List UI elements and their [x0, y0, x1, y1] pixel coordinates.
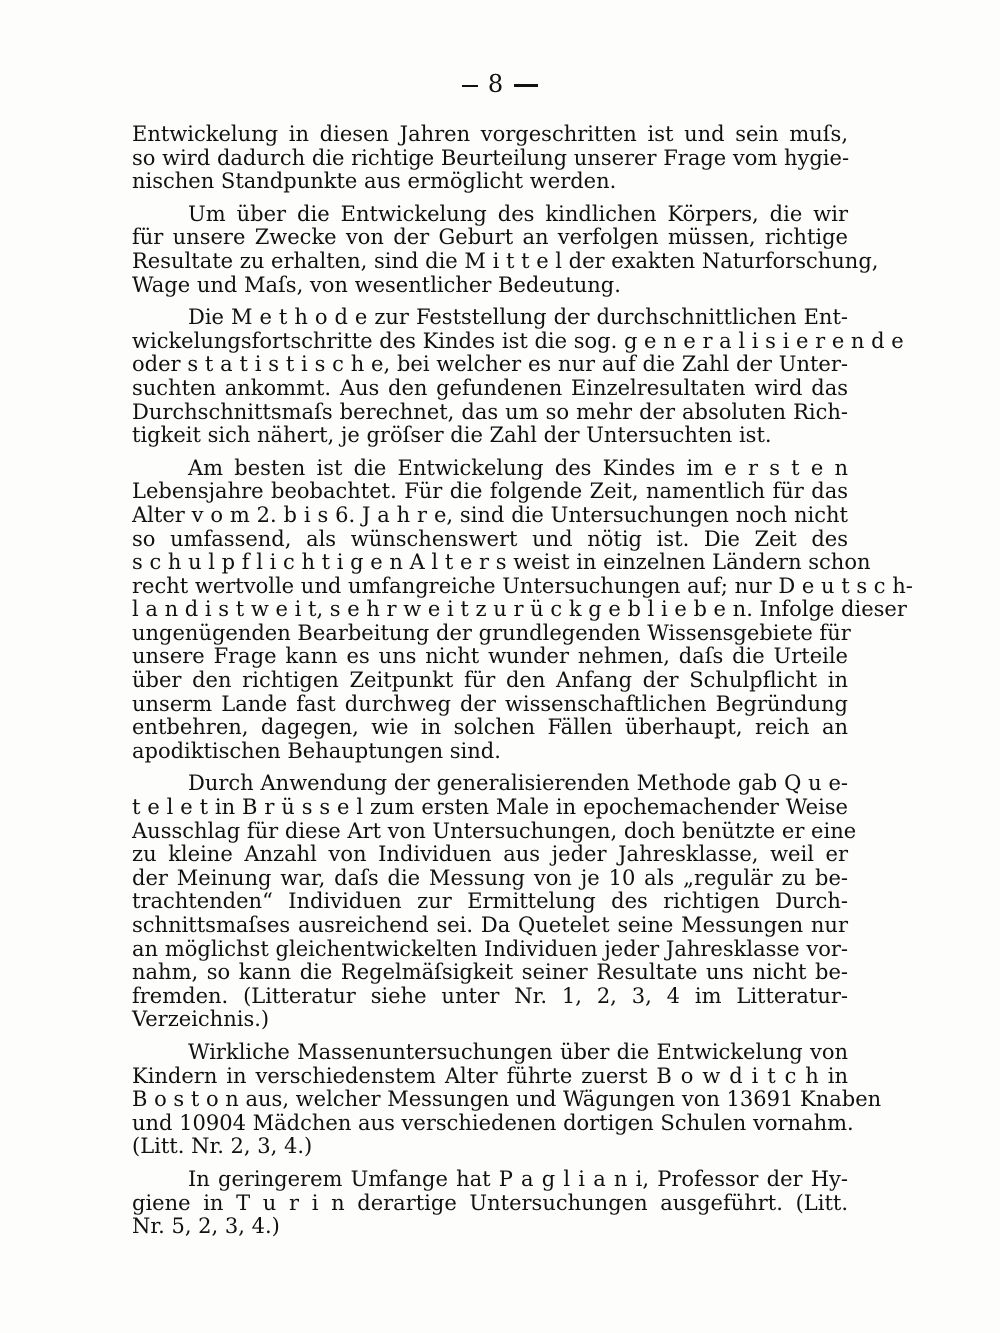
- paragraph: [132, 1168, 848, 1239]
- text-line: suchten ankommt. Aus den gefundenen Einzelresultaten wird das: [132, 375, 848, 400]
- text-line: Am besten ist die Entwickelung des Kindes im e r s t e n: [188, 455, 848, 480]
- paragraph: [132, 455, 913, 764]
- text-line: s c h u l p f l i c h t i g e n A l t e r s weist in einzelnen Ländern schon: [132, 550, 871, 575]
- text-line: giene in T u r i n derartige Untersuchungen ausgeführt. (Litt.: [132, 1190, 848, 1215]
- text-line: Alter v o m 2. b i s 6. J a h r e, sind die Untersuchungen noch nicht: [132, 502, 848, 527]
- header-dash-left: [462, 85, 478, 87]
- text-line: nahm, so kann die Regelmäſsigkeit seiner Resultate uns nicht be-: [132, 960, 848, 985]
- text-line: an möglichst gleichentwickelten Individuen jeder Jahresklasse vor-: [132, 936, 848, 961]
- text-line: Ausschlag für diese Art von Untersuchungen, doch benützte er eine: [132, 818, 857, 843]
- text-line: unserm Lande fast durchweg der wissenschaftlichen Begründung: [132, 691, 848, 716]
- text-line: Verzeichnis.): [132, 1007, 270, 1032]
- text-line: (Litt. Nr. 2, 3, 4.): [132, 1134, 313, 1159]
- text-line: über den richtigen Zeitpunkt für den Anfang der Schulpflicht in: [132, 668, 848, 693]
- paragraph: [132, 771, 857, 1032]
- text-line: ungenügenden Bearbeitung der grundlegenden Wissensgebiete für: [132, 620, 851, 645]
- text-line: In geringerem Umfange hat P a g l i a n i, Professor der Hy-: [188, 1166, 848, 1191]
- text-line: für unsere Zwecke von der Geburt an verfolgen müssen, richtige: [132, 225, 848, 250]
- header-dash-right: [514, 84, 538, 87]
- page-header: [0, 70, 1000, 98]
- text-line: Lebensjahre beobachtet. Für die folgende Zeit, namentlich für das: [132, 479, 848, 504]
- text-line: Wage und Maſs, von wesentlicher Bedeutung.: [132, 272, 621, 297]
- text-line: apodiktischen Behauptungen sind.: [132, 738, 501, 763]
- text-line: Die M e t h o d e zur Feststellung der durchschnittlichen Ent-: [188, 305, 848, 330]
- text-line: und 10904 Mädchen aus verschiedenen dortigen Schulen vornahm.: [132, 1110, 854, 1135]
- text-line: recht wertvolle und umfangreiche Untersuchungen auf; nur D e u t s c h-: [132, 573, 913, 598]
- text-line: Nr. 5, 2, 3, 4.): [132, 1214, 280, 1239]
- text-line: fremden. (Litteratur siehe unter Nr. 1, 2, 3, 4 im Litteratur-: [132, 983, 848, 1008]
- paragraph: [132, 305, 904, 448]
- text-line: Entwickelung in diesen Jahren vorgeschritten ist und sein muſs,: [132, 122, 848, 146]
- text-line: schnittsmaſses ausreichend sei. Da Quetelet seine Messungen nur: [132, 913, 848, 937]
- text-line: B o s t o n aus, welcher Messungen und Wägungen von 13691 Knaben: [132, 1087, 882, 1112]
- paragraph: [132, 123, 848, 194]
- paragraph: [132, 201, 879, 297]
- text-line: so umfassend, als wünschenswert und nötig ist. Die Zeit des: [132, 526, 848, 551]
- text-line: oder s t a t i s t i s c h e, bei welcher es nur auf die Zahl der Unter-: [132, 352, 848, 377]
- text-line: t e l e t in B r ü s s e l zum ersten Male in epochemachender Weise: [132, 795, 848, 820]
- text-line: der Meinung war, daſs die Messung von je 10 als „regulär zu be-: [132, 865, 848, 890]
- text-line: Resultate zu erhalten, sind die M i t t e l der exakten Naturforschung,: [132, 248, 879, 273]
- text-line: so wird dadurch die richtige Beurteilung unserer Frage vom hygie-: [132, 145, 850, 170]
- text-line: Durchschnittsmaſs berechnet, das um so mehr der absoluten Rich-: [132, 399, 848, 424]
- text-line: nischen Standpunkte aus ermöglicht werden.: [132, 169, 617, 194]
- text-line: unsere Frage kann es uns nicht wunder nehmen, daſs die Urteile: [132, 644, 848, 669]
- text-line: Wirkliche Massenuntersuchungen über die Entwickelung von: [188, 1039, 848, 1064]
- paragraph: [132, 1039, 882, 1159]
- text-line: wickelungsfortschritte des Kindes ist die sog. g e n e r a l i s i e r e n d e: [132, 328, 904, 353]
- text-line: trachtenden“ Individuen zur Ermittelung des richtigen Durch-: [132, 889, 848, 914]
- text-line: Durch Anwendung der generalisierenden Methode gab Q u e-: [188, 771, 848, 796]
- text-line: tigkeit sich nähert, je gröſser die Zahl der Untersuchten ist.: [132, 423, 772, 448]
- text-line: l a n d i s t w e i t, s e h r w e i t z u r ü c k g e b l i e b e n. Infolge dieser: [132, 597, 907, 622]
- text-line: Kindern in verschiedenstem Alter führte zuerst B o w d i t c h in: [132, 1063, 848, 1088]
- text-line: zu kleine Anzahl von Individuen aus jeder Jahresklasse, weil er: [132, 842, 848, 867]
- page-number: 8: [487, 70, 505, 98]
- body-text: [132, 122, 913, 1248]
- text-line: entbehren, dagegen, wie in solchen Fällen überhaupt, reich an: [132, 715, 848, 740]
- text-line: Um über die Entwickelung des kindlichen Körpers, die wir: [188, 201, 848, 226]
